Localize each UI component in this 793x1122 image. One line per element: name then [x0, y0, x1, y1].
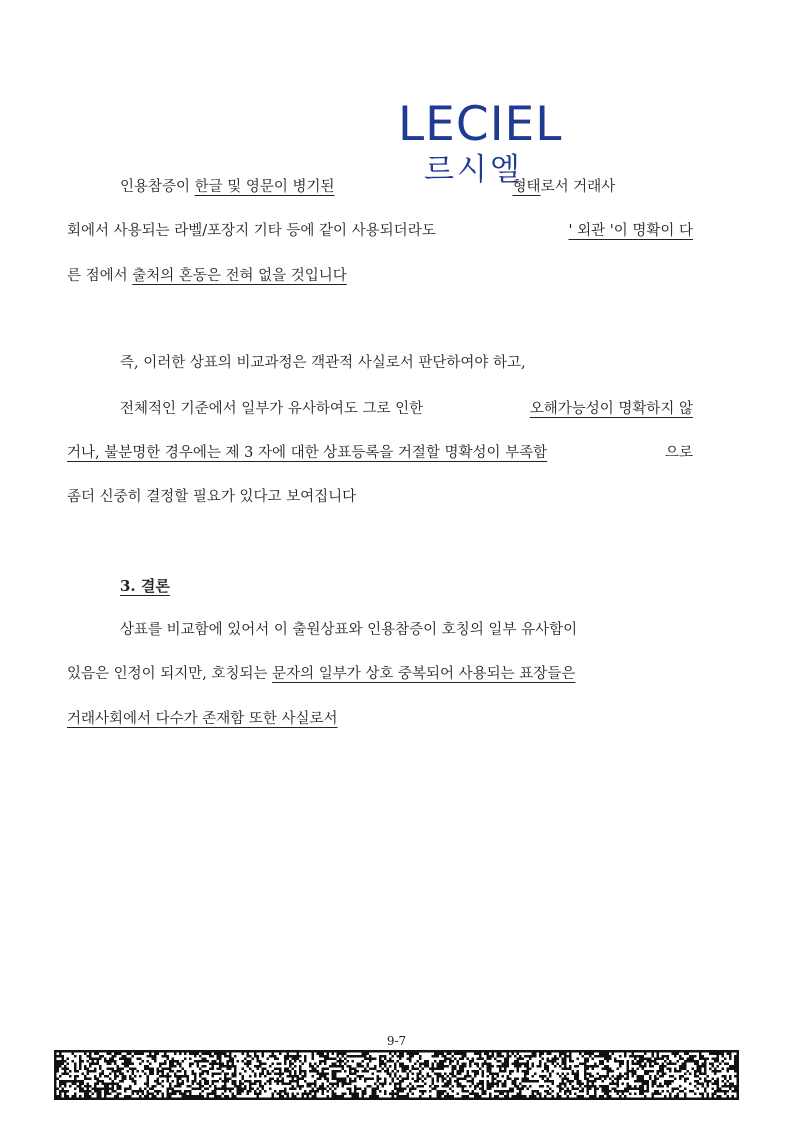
page-number: 9-7: [386, 1034, 407, 1048]
underlined-phrase: 출처의 혼동은 전혀 없을 것입니다: [132, 268, 347, 284]
underlined-phrase: 문자의 일부가 상호 중복되어 사용되는 표장들은: [272, 666, 576, 682]
paragraph1-line3: 른 점에서 출처의 혼동은 전혀 없을 것입니다: [67, 268, 347, 284]
underlined-phrase: 거래사회에서 다수가 존재함 또한 사실로서: [67, 711, 338, 727]
underlined-phrase: 한글 및 영문이 병기된: [194, 179, 335, 195]
paragraph2-line2: 전체적인 기준에서 일부가 유사하여도 그로 인한 오해가능성이 명확하지 않: [120, 401, 693, 417]
underlined-phrase: ' 외관 '이 명확이 다: [568, 223, 693, 239]
section-heading: 3. 결론: [120, 577, 170, 595]
section3-line1: 상표를 비교함에 있어서 이 출원상표와 인용참증이 호칭의 일부 유사함이: [120, 622, 578, 638]
underlined-phrase: 오해가능성이 명확하지 않: [529, 401, 693, 417]
logo-english-text: LECIEL: [398, 97, 563, 152]
paragraph2-line3: 거나, 불분명한 경우에는 제 3 자에 대한 상표등록을 거절할 명확성이 부족함 으로: [67, 445, 693, 461]
section3-line3: [67, 709, 693, 729]
paragraph1-line1: 인용참증이 한글 및 영문이 병기된 형태로서 거래사: [120, 179, 616, 195]
barcode-strip: [54, 1050, 739, 1100]
section3-line2: 있음은 인정이 되지만, 호칭되는 문자의 일부가 상호 중복되어 사용되는 표장들은: [67, 666, 576, 682]
paragraph2-line1: 즉, 이러한 상표의 비교과정은 객관적 사실로서 판단하여야 하고,: [120, 355, 526, 371]
underlined-phrase: 형태: [512, 179, 541, 195]
logo-korean-text: 르시엘: [424, 152, 523, 188]
paragraph1-line2: 회에서 사용되는 라벨/포장지 기타 등에 같이 사용되더라도 ' 외관 '이 명확이 다: [67, 223, 693, 239]
paragraph2-line4: 좀더 신중히 결정할 필요가 있다고 보여집니다: [67, 489, 357, 505]
underlined-phrase: 거나, 불분명한 경우에는 제 3 자에 대한 상표등록을 거절할 명확성이 부족함: [67, 445, 548, 461]
barcode-modules: [54, 1050, 739, 1100]
